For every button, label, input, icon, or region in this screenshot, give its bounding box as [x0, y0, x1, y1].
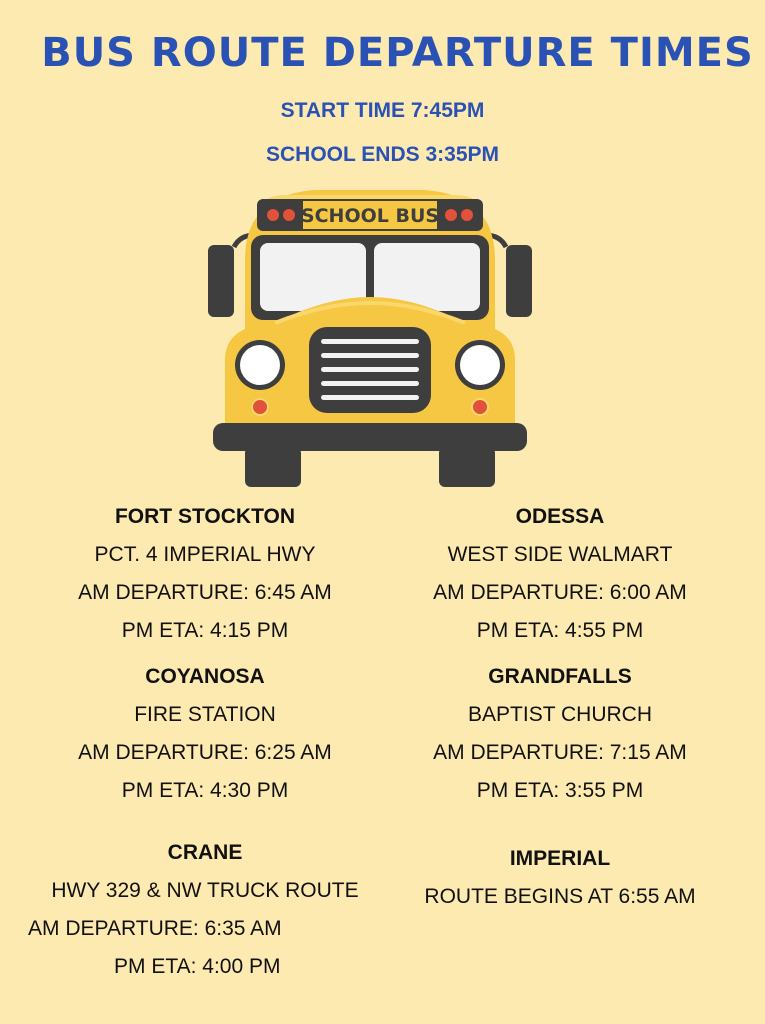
- route-name: COYANOSA: [145, 665, 265, 688]
- route-pm-eta: PM ETA: 4:30 PM: [121, 779, 289, 802]
- route-odessa: [380, 498, 740, 650]
- route-imperial: [380, 840, 740, 916]
- route-pm-eta: PM ETA: 4:55 PM: [476, 619, 644, 642]
- bus-right-wheel: [439, 447, 495, 487]
- route-name: GRANDFALLS: [488, 665, 632, 688]
- route-name: CRANE: [167, 841, 243, 864]
- route-location: WEST SIDE WALMART: [447, 543, 673, 566]
- bus-left-mirror: [208, 245, 234, 317]
- route-location: BAPTIST CHURCH: [468, 703, 652, 726]
- route-fort-stockton: [20, 498, 390, 650]
- route-location: PCT. 4 IMPERIAL HWY: [94, 543, 316, 566]
- route-coyanosa: [20, 658, 390, 810]
- route-am-departure: AM DEPARTURE: 6:25 AM: [78, 741, 332, 764]
- bus-bumper: [213, 423, 527, 451]
- route-am-departure: AM DEPARTURE: 7:15 AM: [433, 741, 687, 764]
- route-location: ROUTE BEGINS AT 6:55 AM: [424, 885, 696, 908]
- school-bus-illustration: [205, 185, 535, 490]
- route-grandfalls: [380, 658, 740, 810]
- route-name: FORT STOCKTON: [114, 505, 296, 528]
- school-ends-text: SCHOOL ENDS 3:35PM: [266, 143, 499, 166]
- route-location: HWY 329 & NW TRUCK ROUTE: [51, 879, 359, 902]
- route-pm-eta: PM ETA: 4:00 PM: [114, 955, 281, 978]
- route-pm-eta: PM ETA: 4:15 PM: [121, 619, 289, 642]
- page-title: BUS ROUTE DEPARTURE TIMES: [41, 30, 754, 76]
- route-name: IMPERIAL: [509, 847, 611, 870]
- route-am-departure: AM DEPARTURE: 6:00 AM: [433, 581, 687, 604]
- start-time-text: START TIME 7:45PM: [280, 99, 485, 122]
- route-name: ODESSA: [515, 505, 605, 528]
- bus-left-wheel: [245, 447, 301, 487]
- route-crane: [20, 834, 390, 986]
- bus-sign-text: SCHOOL BUS: [300, 205, 440, 227]
- route-am-departure: AM DEPARTURE: 6:45 AM: [78, 581, 332, 604]
- route-location: FIRE STATION: [134, 703, 276, 726]
- route-pm-eta: PM ETA: 3:55 PM: [476, 779, 644, 802]
- route-am-departure: AM DEPARTURE: 6:35 AM: [28, 917, 282, 940]
- bus-right-mirror: [506, 245, 532, 317]
